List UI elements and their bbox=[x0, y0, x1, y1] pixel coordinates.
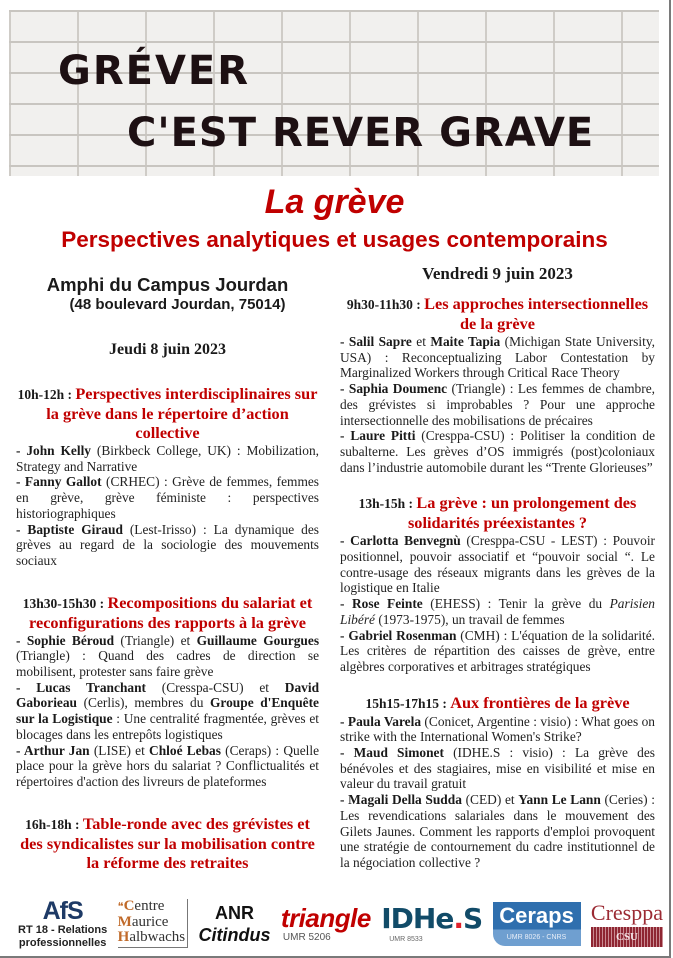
bullet-dash: - bbox=[340, 428, 351, 444]
talk-item bbox=[340, 792, 655, 871]
talk-item bbox=[340, 334, 655, 381]
bullet-dash: - bbox=[16, 632, 27, 648]
session-time: 13h30-15h30 : bbox=[22, 595, 108, 611]
venue-name: Amphi du Campus Jourdan bbox=[46, 274, 289, 295]
anr-line-2: Citindus bbox=[198, 924, 271, 945]
bullet-dash: - bbox=[340, 745, 354, 761]
talk-text: (LISE) et bbox=[89, 742, 150, 758]
page-subtitle: Perspectives analytiques et usages contemporains bbox=[61, 227, 608, 252]
bullet-dash: - bbox=[16, 443, 27, 458]
cresppa-sub: CSU bbox=[591, 927, 663, 947]
talk-text: (Lest-Irisso) : La dynamique des grèves au regard de la sociologie des mouvements sociaux bbox=[16, 521, 320, 568]
bullet-dash: - bbox=[340, 533, 351, 549]
idhes-umr: UMR 8533 bbox=[389, 936, 423, 944]
cmh-text-2: aurice bbox=[131, 914, 169, 931]
session bbox=[340, 693, 655, 871]
speaker-name: Baptiste Giraud bbox=[27, 521, 123, 537]
bullet-dash: - bbox=[16, 742, 24, 758]
speaker-group: Groupe d'Enquête sur la Logistique bbox=[16, 695, 320, 727]
session-heading bbox=[340, 693, 655, 713]
talk-text: (CMH) : L'équation de la solidarité. Les critères de répartition des caisses de grève, entre algèbres corporatives et arbitrages stratégiques bbox=[340, 627, 655, 674]
talk-text: (EHESS) : Tenir la grève du bbox=[422, 596, 610, 612]
session-time: 9h30-11h30 : bbox=[346, 297, 425, 312]
idhes-logo bbox=[381, 903, 482, 944]
session-heading bbox=[340, 493, 655, 532]
session bbox=[340, 493, 655, 674]
bullet-dash: - bbox=[340, 627, 349, 643]
session-title: Recompositions du salariat et reconfigurations des rapports à la grève bbox=[29, 592, 313, 632]
afs-line-1: RT 18 - Relations bbox=[18, 923, 108, 936]
talk-item bbox=[16, 743, 319, 790]
triangle-logo bbox=[281, 904, 371, 943]
afs-logo bbox=[18, 898, 107, 950]
bullet-dash: - bbox=[340, 713, 348, 729]
talk-item bbox=[16, 633, 319, 680]
speaker-name: Paula Varela bbox=[347, 713, 422, 729]
idhes-dot: . bbox=[453, 902, 463, 936]
speaker-name: Arthur Jan bbox=[23, 742, 90, 758]
session-heading bbox=[340, 294, 655, 333]
quote-icon: ❝ bbox=[117, 901, 124, 914]
idhes-name-b: S bbox=[462, 902, 483, 936]
speaker-name: Salil Sapre bbox=[348, 334, 412, 349]
bullet-dash: - bbox=[16, 474, 25, 490]
talk-item bbox=[16, 443, 319, 474]
talk-item bbox=[16, 680, 319, 743]
talk-item bbox=[340, 596, 655, 627]
cmh-logo bbox=[118, 899, 188, 948]
bullet-dash: - bbox=[16, 679, 37, 695]
talk-item bbox=[340, 533, 655, 596]
speaker-name: Chloé Lebas bbox=[149, 742, 221, 758]
speaker-name: Laure Pitti bbox=[350, 428, 416, 444]
talk-text: et bbox=[411, 334, 431, 349]
cresppa-logo bbox=[591, 901, 663, 947]
bullet-dash: - bbox=[16, 521, 28, 537]
triangle-name: triangle bbox=[280, 903, 371, 934]
session-time: 13h-15h : bbox=[358, 496, 417, 512]
talk-text: (Triangle) : Quand des cadres de direction se mobilisent, protester sans faire grève bbox=[16, 648, 320, 680]
talk-text: (Cresspa-CSU) et bbox=[146, 679, 285, 695]
speaker-name: Yann Le Lann bbox=[518, 792, 601, 808]
session bbox=[16, 384, 319, 569]
anr-line-1: ANR bbox=[215, 902, 255, 923]
talk-text: : Une centralité fragmentée, grèves et blocages dans les entrepôts logistiques bbox=[16, 711, 320, 742]
talk-text: (CRHEC) : Grève de femmes, femmes en grève, grève féministe : perspectives historiographiques bbox=[16, 474, 320, 521]
talk-text: (Ceraps) : Quelle place pour la grève hors du salariat ? Conflictualités et répertoires d'action des livreurs de plateformes bbox=[16, 742, 320, 789]
talk-item bbox=[340, 745, 655, 792]
column-thursday bbox=[0, 260, 335, 890]
talk-text: (Cresppa-CSU - LEST) : Pouvoir positionnel, pouvoir associatif et “pouvoir social “. Le contre-usage des réseaux migrants dans les grèves de la logistique en Italie bbox=[340, 533, 655, 596]
idhes-name-a: IDHe bbox=[381, 902, 454, 936]
speaker-name: Gabriel Rosenman bbox=[348, 627, 457, 643]
speaker-name: David Gaborieau bbox=[16, 679, 320, 711]
talk-item bbox=[340, 628, 655, 675]
speaker-name: Sophie Béroud bbox=[26, 632, 115, 648]
column-friday bbox=[335, 260, 669, 889]
session-title: Les approches intersectionnelles de la grève bbox=[424, 294, 649, 333]
bullet-dash: - bbox=[340, 334, 349, 349]
speaker-name: Magali Della Sudda bbox=[348, 792, 462, 808]
speaker-name: Lucas Tranchant bbox=[36, 679, 146, 695]
cresppa-name: Cresppa bbox=[590, 899, 663, 925]
talk-text: (Cresppa-CSU) : Politiser la condition de subalterne. Les grèves d’OS immigrés (post)coloniaux dans l’industrie automobile durant les “Trente Glorieuses” bbox=[340, 428, 656, 475]
afs-mark: AfS bbox=[42, 896, 83, 925]
session-title: Aux frontières de la grève bbox=[450, 692, 630, 712]
speaker-name: Maud Simonet bbox=[353, 745, 444, 761]
speaker-name: Saphia Doumenc bbox=[348, 381, 448, 397]
talk-text: (IDHE.S : visio) : La grève des bénévoles et des stagiaires, mise en visibilité et mise en valeur du travail gratuit bbox=[340, 745, 655, 792]
talk-text: (1973-1975), un travail de femmes bbox=[374, 611, 565, 627]
speaker-name: Maite Tapia bbox=[430, 334, 501, 349]
session-time: 16h-18h : bbox=[25, 816, 83, 832]
program-columns bbox=[0, 260, 669, 890]
cmh-cap-1: C bbox=[123, 898, 135, 915]
bullet-dash: - bbox=[340, 792, 349, 808]
triangle-umr: UMR 5206 bbox=[282, 932, 331, 944]
anr-logo bbox=[199, 902, 271, 946]
day-heading-friday: Vendredi 9 juin 2023 bbox=[422, 264, 573, 283]
speaker-name: Rose Feinte bbox=[352, 596, 423, 612]
session-title: La grève : un prolongement des solidarités préexistantes ? bbox=[407, 493, 637, 533]
talk-text: (CED) et bbox=[461, 792, 519, 808]
speaker-name: Guillaume Gourgues bbox=[196, 632, 320, 648]
graffiti-line-1: GRÉVER bbox=[58, 48, 251, 94]
session bbox=[16, 814, 319, 872]
ceraps-sub: UMR 8026 - CNRS bbox=[506, 933, 567, 941]
session-heading bbox=[16, 593, 319, 632]
graffiti-line-2: C'EST REVER GRAVE bbox=[127, 110, 595, 156]
talk-text: (Triangle) et bbox=[114, 632, 197, 648]
cmh-text-1: entre bbox=[134, 898, 165, 915]
talk-text: (Cerlis), membres du bbox=[77, 695, 210, 711]
ceraps-logo bbox=[493, 902, 581, 946]
session bbox=[16, 593, 319, 790]
venue-address: (48 boulevard Jourdan, 75014) bbox=[69, 296, 286, 313]
session bbox=[340, 294, 655, 475]
talk-text: (Conicet, Argentine : visio) : What goes on strike with the International Women's Strike? bbox=[340, 713, 655, 745]
talk-item bbox=[340, 714, 655, 745]
speaker-name: Fanny Gallot bbox=[24, 474, 102, 490]
speaker-name: Carlotta Benvegnù bbox=[350, 533, 461, 549]
speaker-name: John Kelly bbox=[26, 443, 92, 458]
cmh-cap-2: M bbox=[117, 914, 132, 931]
talk-item bbox=[16, 522, 319, 569]
banner-photo bbox=[9, 10, 659, 176]
talk-text: (Ceries) : Les revendications salariales dans le mouvement des Gilets Jaunes. Comment les rapports d'emploi provoquent une stratégie de contournement du cadre institutionnel de la négociation collective ? bbox=[340, 792, 655, 870]
bullet-dash: - bbox=[340, 381, 349, 397]
talk-item bbox=[340, 428, 655, 475]
talk-item bbox=[340, 381, 655, 428]
cmh-cap-3: H bbox=[117, 929, 130, 946]
talk-text: (Triangle) : Les femmes de chambre, des grévistes si improbables ? Pour une approche intersectionnelle des mobilisations de précaires bbox=[340, 381, 655, 428]
ceraps-name: Ceraps bbox=[499, 902, 574, 928]
session-heading bbox=[16, 384, 319, 442]
talk-text: (Michigan State University, USA) : Reconceptualizing Labor Contestation by Marginalized Workers through Critical Race Theory bbox=[340, 334, 656, 381]
session-time: 10h-12h : bbox=[17, 387, 76, 402]
talk-text: (Birkbeck College, UK) : Mobilization, Strategy and Narrative bbox=[16, 443, 320, 474]
afs-line-2: professionnelles bbox=[18, 936, 107, 949]
session-time: 15h15-17h15 : bbox=[365, 695, 451, 711]
page-title: La grève bbox=[264, 183, 405, 221]
session-heading bbox=[16, 814, 319, 872]
talk-item bbox=[16, 474, 319, 521]
cmh-text-3: albwachs bbox=[129, 929, 186, 946]
talk-italic: Parisien Libéré bbox=[340, 596, 656, 627]
session-title: Perspectives interdisciplinaires sur la grève dans le répertoire d’action collective bbox=[46, 384, 318, 442]
bullet-dash: - bbox=[340, 596, 353, 612]
session-title: Table-ronde avec des grévistes et des syndicalistes sur la mobilisation contre la réforme des retraites bbox=[20, 813, 315, 872]
day-heading-thursday: Jeudi 8 juin 2023 bbox=[109, 341, 226, 358]
